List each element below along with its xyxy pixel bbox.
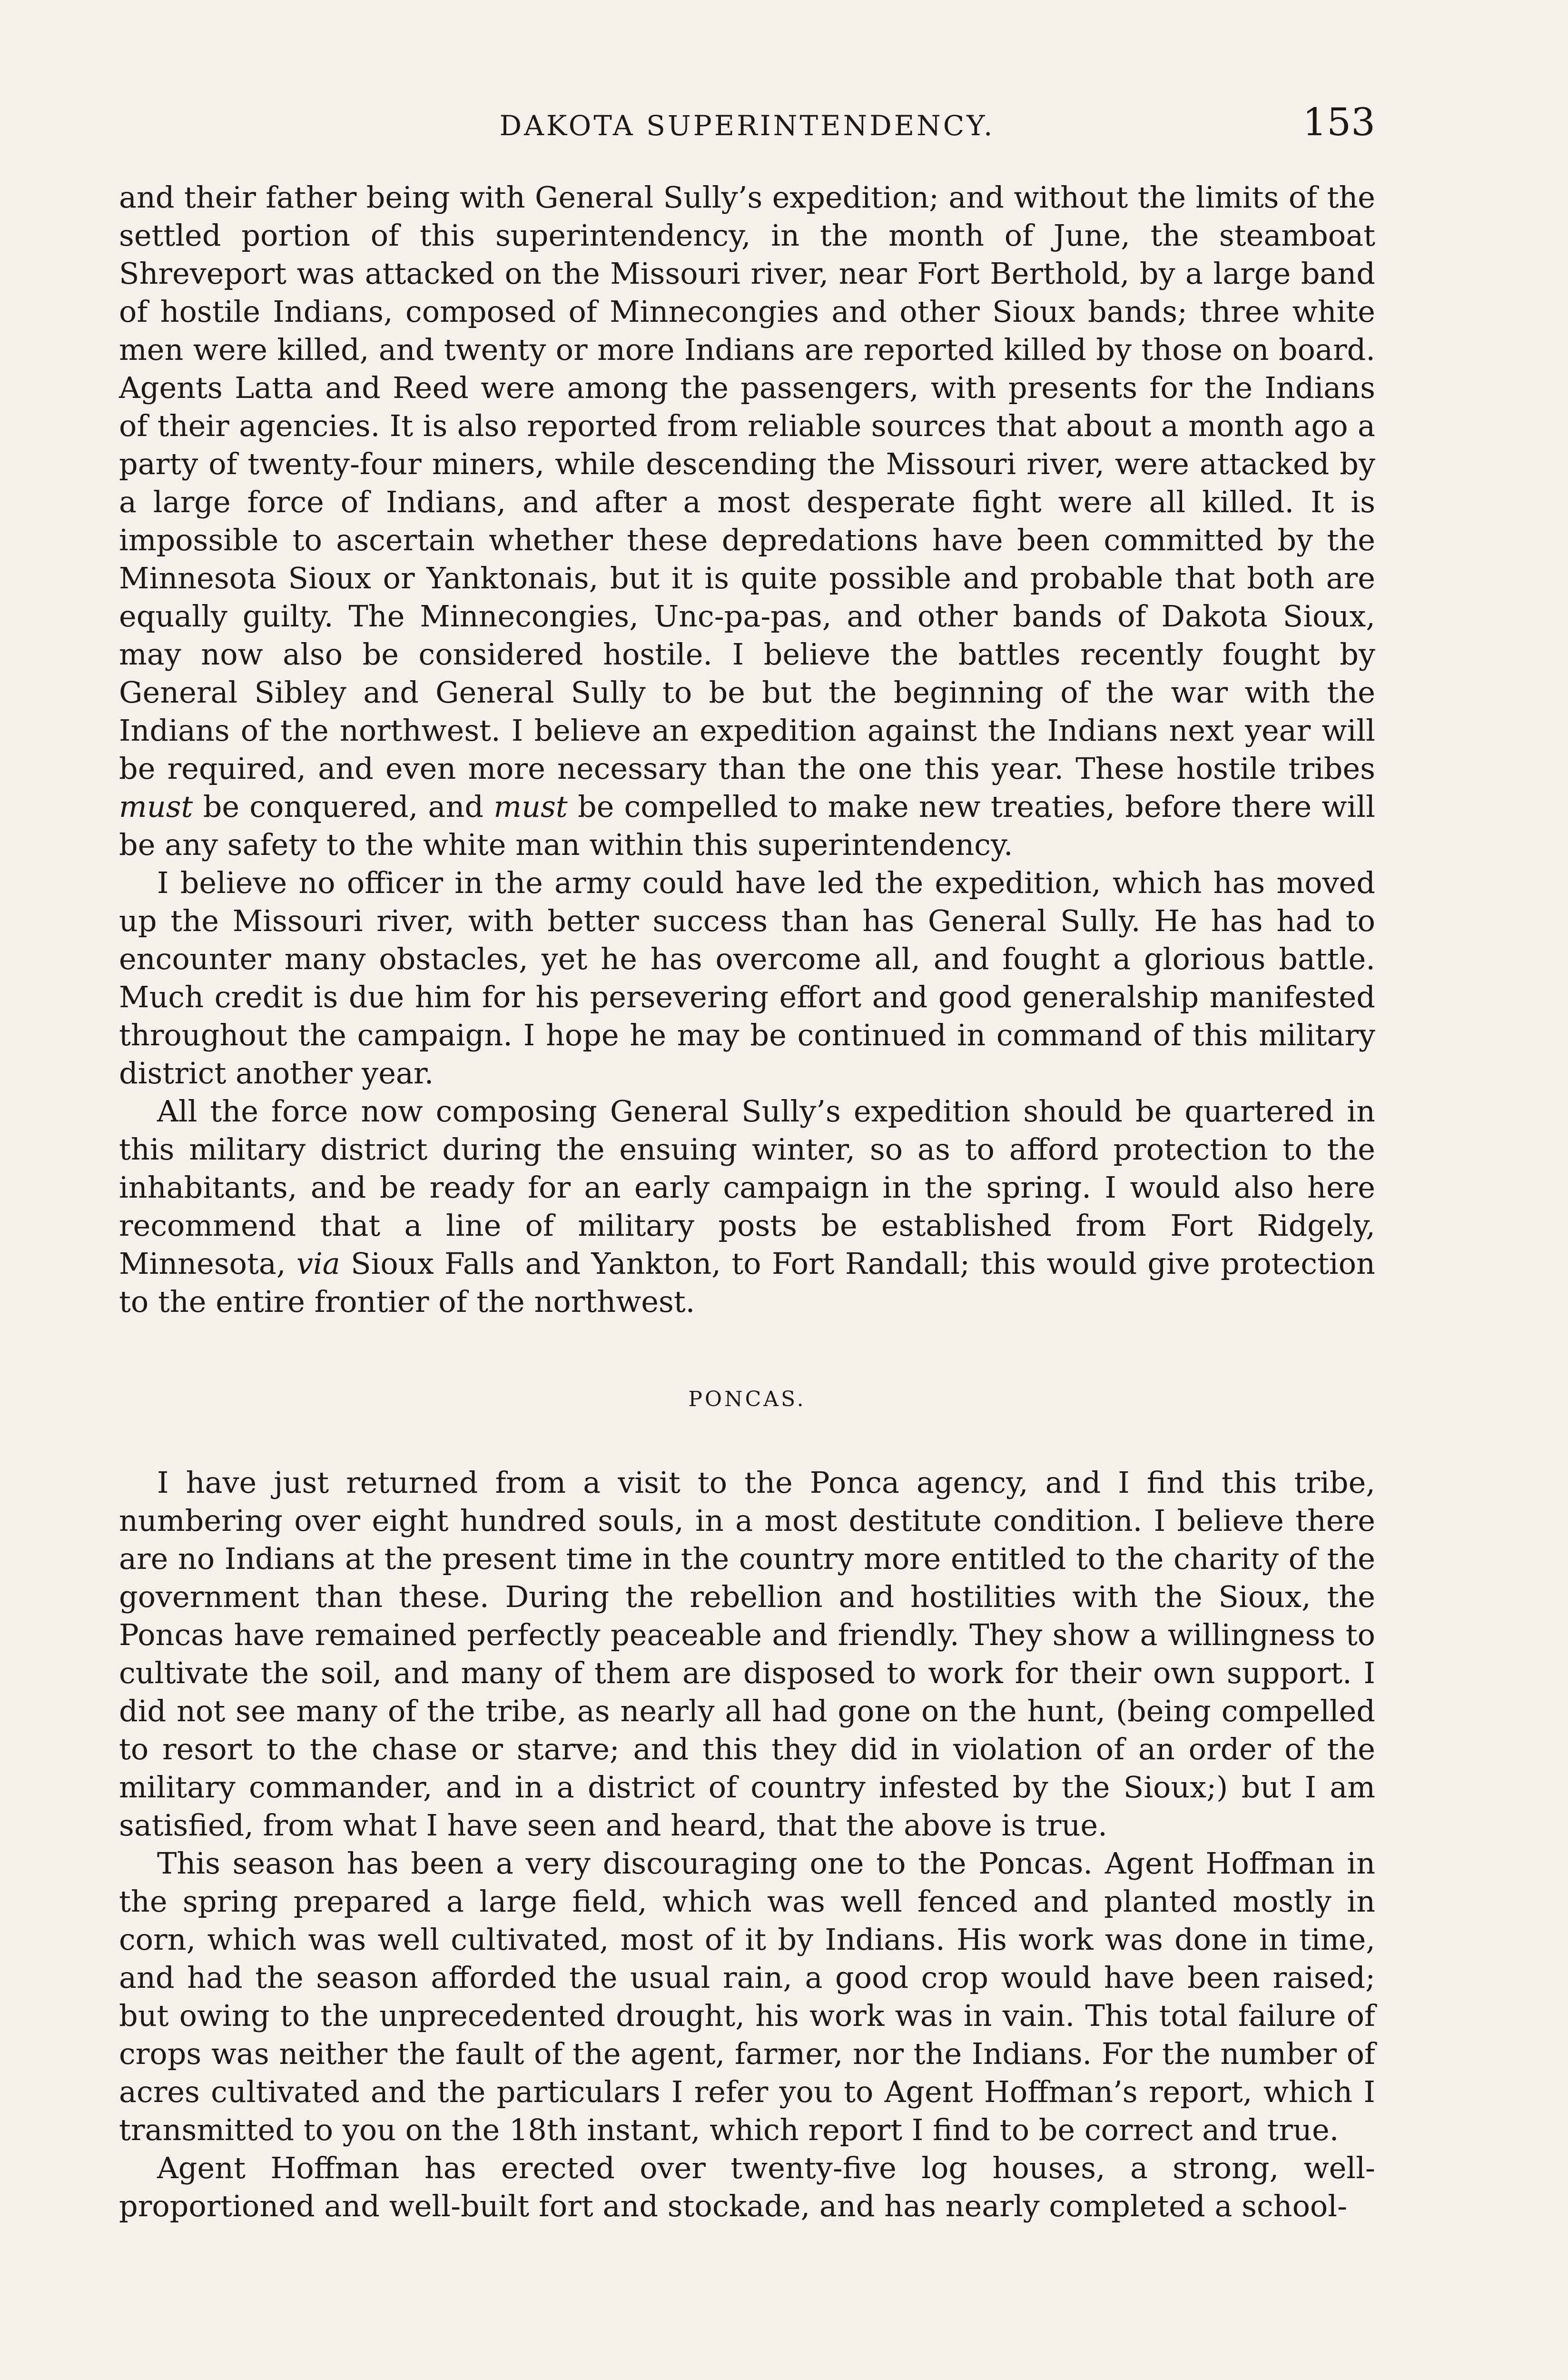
page-number: 153 (1302, 100, 1375, 144)
text-run: be compelled to make new treaties, before there will be any safety to the white man within this superintendency. (119, 789, 1375, 862)
running-head (119, 95, 1375, 157)
paragraph-military-posts (119, 1092, 1375, 1321)
running-title: DAKOTA SUPERINTENDENCY. (499, 109, 995, 142)
text-run: All the force now composing General Sully’s expedition should be quartered in this military district during the ensuing winter, so as to afford protection to the inhabitants, and be ready for an early campaign in the spring. I would also here recommend that a line of military posts be established from Fort Ridgely, Minnesota, (119, 1094, 1375, 1281)
paragraph-log-houses: Agent Hoffman has erected over twenty-five log houses, a strong, well-proportioned and well-built fort and stockade, and has nearly completed a school- (119, 2151, 1375, 2223)
italic-word: must (493, 789, 568, 824)
text-run: be conquered, and (193, 789, 494, 824)
section-heading-poncas: PONCAS. (688, 1387, 806, 1411)
document-page (119, 95, 1375, 2380)
paragraph-crop-failure: This season has been a very discouraging one to the Poncas. Agent Hoffman in the spring prepared a large field, which was well fenced and planted mostly in corn, which was well cultivated, most of it by Indians. His work was done in time, and had the season afforded the usual rain, a good crop would have been raised; but owing to the unprecedented drought, his work was in vain. This total failure of crops was neither the fault of the agent, farmer, nor the Indians. For the number of acres cultivated and the particulars I refer you to Agent Hoffman’s report, which I transmitted to you on the 18th instant, which report I find to be correct and true. (119, 1846, 1375, 2147)
paragraph-general-sully: I believe no officer in the army could have led the expedition, which has moved up the Missouri river, with better success than has General Sully. He has had to encounter many obstacles, yet he has overcome all, and fought a glorious battle. Much credit is due him for his persevering effort and good generalship manifested throughout the campaign. I hope he may be continued in command of this military district another year. (119, 865, 1375, 1091)
body-text (119, 178, 1375, 2225)
italic-word: via (296, 1246, 340, 1281)
text-run: Sioux Falls and Yankton, to Fort Randall; this would give protection to the entire frontier of the northwest. (119, 1246, 1375, 1319)
text-run: and their father being with General Sully’s expedition; and without the limits of the settled portion of this superintendency, in the month of June, the steamboat Shreveport was attacked on the Missouri river, near Fort Berthold, by a large band of hostile Indians, composed of Minnecongies and other Sioux bands; three white men were killed, and twenty or more Indians are reported killed by those on board. Agents Latta and Reed were among the passengers, with presents for the Indians of their agencies. It is also reported from reliable sources that about a month ago a party of twenty-four miners, while descending the Missouri river, were attacked by a large force of Indians, and after a most desperate fight were all killed. It is impossible to ascertain whether these depredations have been committed by the Minnesota Sioux or Yanktonais, but it is quite possible and probable that both are equally guilty. The Minnecongies, Unc-pa-pas, and other bands of Dakota Sioux, may now also be considered hostile. I believe the battles recently fought by General Sibley and General Sully to be but the beginning of the war with the Indians of the northwest. I believe an expedition against the Indians next year will be required, and even more necessary than the one this year. These hostile tribes (119, 180, 1375, 786)
paragraph-ponca-agency: I have just returned from a visit to the Ponca agency, and I find this tribe, numbering over eight hundred souls, in a most destitute condition. I believe there are no Indians at the present time in the country more entitled to the charity of the government than these. During the rebellion and hostilities with the Sioux, the Poncas have remained perfectly peaceable and friendly. They show a willingness to cultivate the soil, and many of them are disposed to work for their own support. I did not see many of the tribe, as nearly all had gone on the hunt, (being compelled to resort to the chase or starve; and this they did in violation of an order of the military commander, and in a district of country infested by the Sioux;) but I am satisfied, from what I have seen and heard, that the above is true. (119, 1465, 1375, 1843)
paragraph-continued (119, 178, 1375, 864)
italic-word: must (119, 789, 193, 824)
